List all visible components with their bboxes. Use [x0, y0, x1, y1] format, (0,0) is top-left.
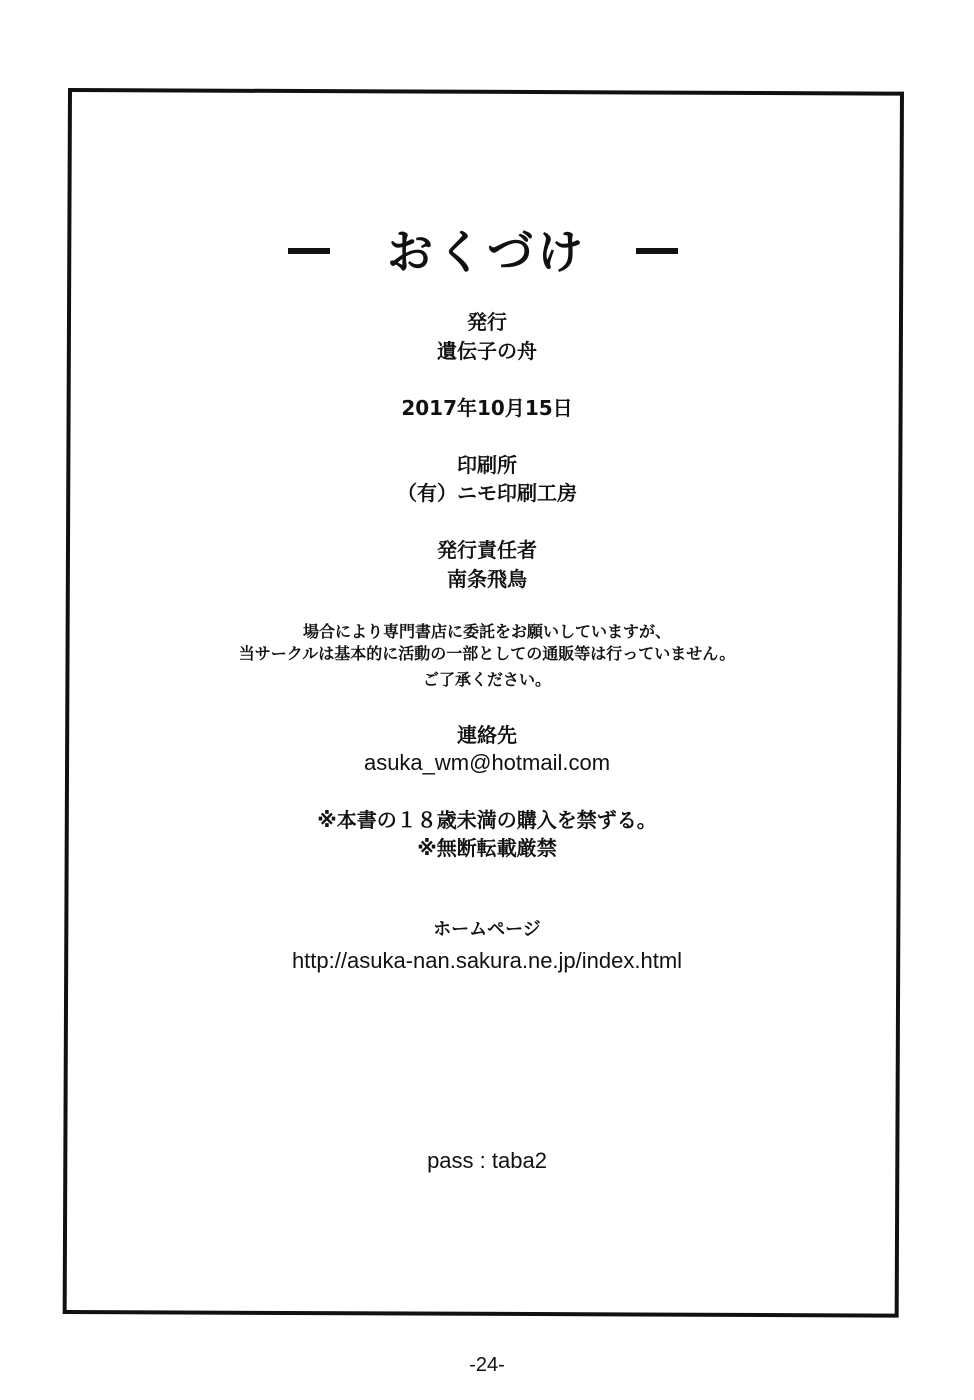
homepage-label: ホームページ	[433, 919, 541, 940]
title-dash-right	[636, 248, 678, 254]
publisher-label: 発行	[467, 310, 507, 334]
contact-email[interactable]: asuka_wm@hotmail.com	[363, 750, 611, 775]
warning-line-2: ※無断転載厳禁	[417, 836, 557, 860]
responsible-label: 発行責任者	[437, 538, 537, 562]
title-row	[0, 224, 974, 280]
printer-label: 印刷所	[457, 453, 517, 477]
page-number: -24-	[469, 1354, 505, 1376]
responsible-value: 南条飛鳥	[447, 567, 527, 591]
publication-date: 2017年10月15日	[401, 396, 573, 420]
homepage-url[interactable]: http://asuka-nan.sakura.ne.jp/index.html	[291, 948, 683, 973]
warning-line-1: ※本書の１８歳未満の購入を禁ずる。	[317, 808, 657, 832]
publisher-value: 遺伝子の舟	[437, 339, 537, 363]
printer-value: （有）ニモ印刷工房	[397, 481, 577, 505]
page-title: おくづけ	[387, 225, 587, 279]
contact-label: 連絡先	[457, 723, 517, 747]
pass-text: pass : taba2	[427, 1148, 547, 1173]
notice-line-3: ご了承ください。	[422, 670, 551, 689]
notice-line-1: 場合により専門書店に委託をお願いしていますが、	[302, 622, 671, 641]
notice-line-2: 当サークルは基本的に活動の一部としての通販等は行っていません。	[238, 644, 736, 663]
